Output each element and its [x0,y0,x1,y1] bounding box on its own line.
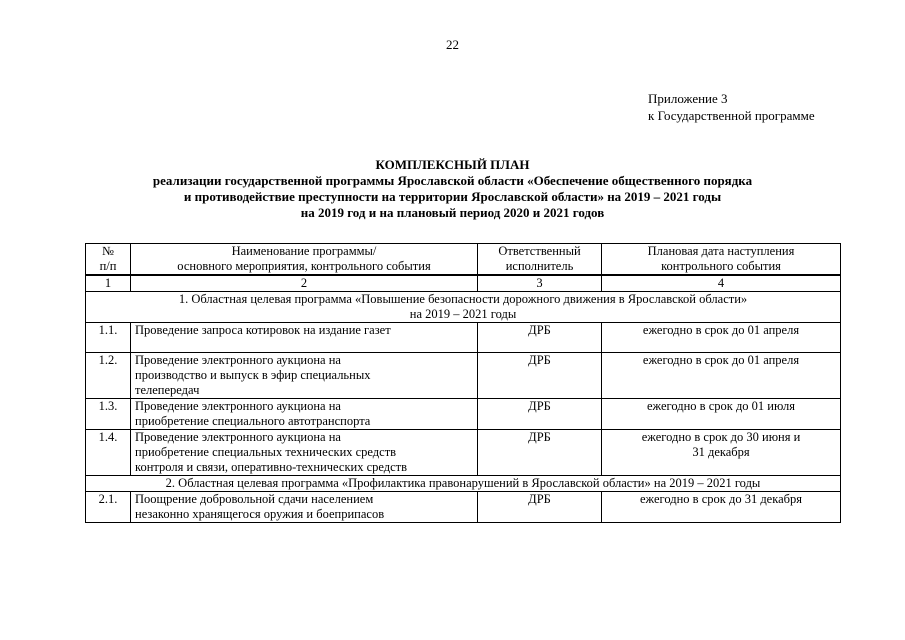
section-2-line-1: 2. Областная целевая программа «Профилактика правонарушений в Ярославской области» на 2019 – 2021 годы [165,476,761,490]
row-executor: ДРБ [478,492,602,523]
row-name [131,430,478,476]
header-name-line-2: основного мероприятия, контрольного события [177,259,431,273]
section-row-2 [86,476,841,492]
row-date [602,430,841,476]
row-num: 1.2. [86,353,131,399]
section-1-line-2: на 2019 – 2021 годы [409,307,517,321]
column-index-4: 4 [602,275,841,292]
column-index-2: 2 [131,275,478,292]
header-num [86,244,131,276]
row-date-line: ежегодно в срок до 01 апреля [642,353,800,367]
column-index-row [86,275,841,292]
row-num: 1.4. [86,430,131,476]
row-name-line: приобретение специальных технических средств [135,445,397,459]
row-name-line: приобретение специального автотранспорта [135,414,371,428]
row-executor: ДРБ [478,430,602,476]
plan-table [85,243,841,523]
row-name-line: Проведение электронного аукциона на [135,353,341,367]
header-num-line-2: п/п [99,259,117,273]
section-title-2 [86,476,841,492]
row-name-line: незаконно хранящегося оружия и боеприпасов [135,507,385,521]
header-name-line-1: Наименование программы/ [231,244,377,258]
header-date-line-2: контрольного события [661,259,781,273]
row-name [131,323,478,353]
row-date-line: ежегодно в срок до 01 июля [646,399,796,413]
section-title-1 [86,292,841,323]
row-name-line: Проведение электронного аукциона на [135,430,341,444]
row-name-line: Проведение запроса котировок на издание газет [135,323,391,337]
table-row [86,353,841,399]
row-name [131,353,478,399]
row-date [602,353,841,399]
row-name-line: Проведение электронного аукциона на [135,399,341,413]
appendix-line-2: к Государственной программе [648,108,815,123]
row-executor: ДРБ [478,399,602,430]
header-date-line-1: Плановая дата наступления [647,244,795,258]
header-num-line-1: № [102,244,114,258]
row-name [131,492,478,523]
row-name-line: производство и выпуск в эфир специальных [135,368,371,382]
table-row [86,399,841,430]
row-name-line: телепередач [135,383,200,397]
row-date-line: ежегодно в срок до 01 апреля [642,323,800,337]
header-executor-line-2: исполнитель [505,259,574,273]
row-date-line: ежегодно в срок до 31 декабря [639,492,803,506]
column-index-1: 1 [86,275,131,292]
header-executor [478,244,602,276]
row-date [602,399,841,430]
document-title [0,157,905,221]
title-line-4: на 2019 год и на плановый период 2020 и 2021 годов [300,205,605,220]
header-executor-line-1: Ответственный [498,244,581,258]
table-row [86,492,841,523]
table-row [86,430,841,476]
row-executor: ДРБ [478,353,602,399]
page-number: 22 [446,37,459,52]
row-name-line: контроля и связи, оперативно-технических средств [135,460,408,474]
column-index-3: 3 [478,275,602,292]
row-num: 2.1. [86,492,131,523]
row-date [602,323,841,353]
row-num: 1.3. [86,399,131,430]
table-row [86,323,841,353]
row-num: 1.1. [86,323,131,353]
row-name [131,399,478,430]
header-name [131,244,478,276]
section-1-line-1: 1. Областная целевая программа «Повышение безопасности дорожного движения в Ярославской области» [178,292,748,306]
table-header-row [86,244,841,276]
row-executor: ДРБ [478,323,602,353]
row-date-line: ежегодно в срок до 30 июня и [641,430,801,444]
appendix-line-1: Приложение 3 [648,91,728,106]
title-line-2: реализации государственной программы Ярославской области «Обеспечение общественного порядка [152,173,753,188]
section-row-1 [86,292,841,323]
appendix-note [648,90,815,124]
title-line-3: и противодействие преступности на территории Ярославской области» на 2019 – 2021 годы [183,189,722,204]
row-date-line: 31 декабря [692,445,750,459]
row-date [602,492,841,523]
row-name-line: Поощрение добровольной сдачи населением [135,492,374,506]
title-line-1: КОМПЛЕКСНЫЙ ПЛАН [375,157,530,172]
header-date [602,244,841,276]
